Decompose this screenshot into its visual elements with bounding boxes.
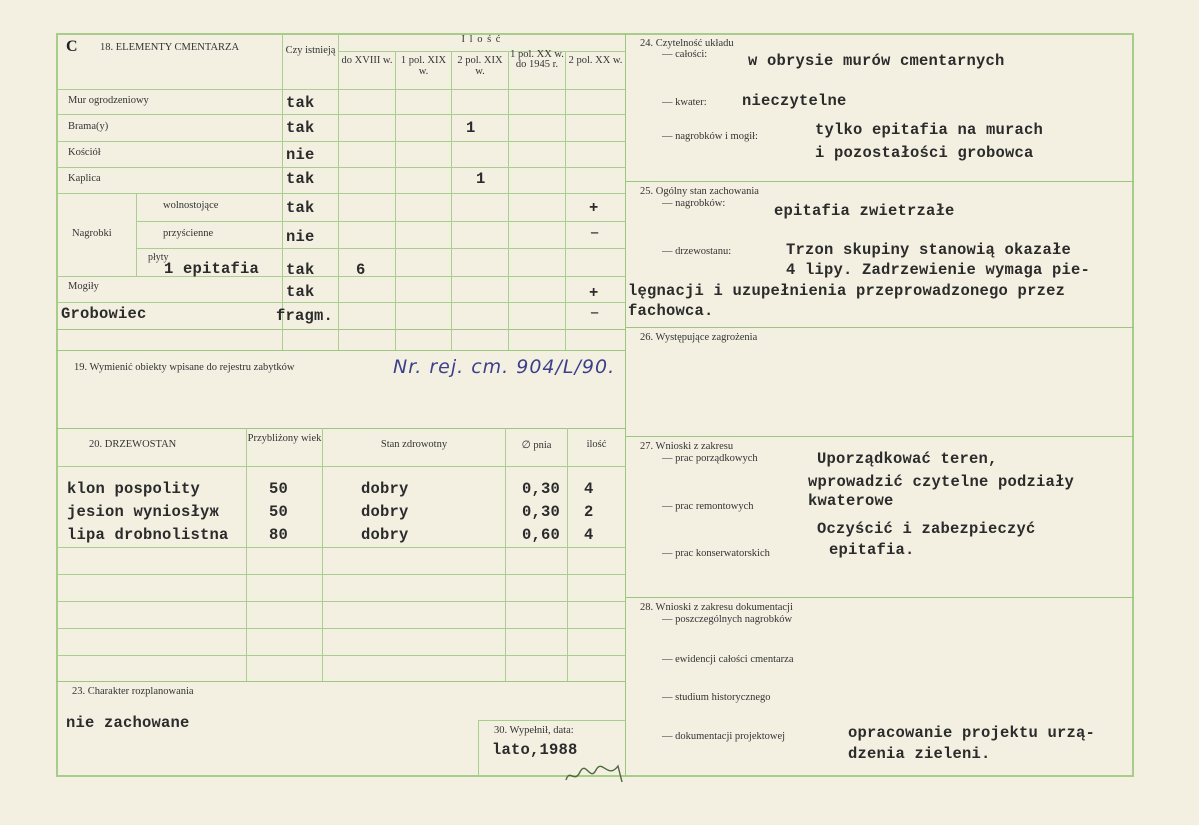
stan-drzew-value: Trzon skupiny stanowią okazałe	[786, 241, 1072, 259]
wnioski-title: 27. Wnioski z zakresu	[640, 441, 734, 452]
wypelnil-value: lato,1988	[492, 741, 578, 759]
col-2pol-xix: 2 pol. XIX w.	[457, 55, 503, 77]
grobowiec-label: Grobowiec	[61, 305, 147, 323]
wypelnil-label: 30. Wypełnił, data:	[494, 725, 574, 736]
stan-nagrobkow-label: — nagrobków:	[662, 198, 726, 209]
calosci-label: — całości:	[662, 49, 708, 60]
remontowe-label: — prac remontowych	[662, 501, 754, 512]
nagrobkow-value: i pozostałości grobowca	[815, 144, 1034, 162]
col-ilosc-drzew: ilość	[586, 439, 607, 450]
kwater-value: nieczytelne	[742, 92, 847, 110]
porzadkowe-label: — prac porządkowych	[662, 453, 758, 464]
calosci-value: w obrysie murów cmentarnych	[748, 52, 1005, 70]
kwater-label: — kwater:	[662, 97, 707, 108]
tree-stan: dobry	[361, 526, 409, 544]
row-label: Brama(y)	[68, 121, 109, 132]
nagrobki-sub: wolnostojące	[163, 200, 219, 211]
col-do-xviii: do XVIII w.	[341, 55, 393, 66]
row-label: Kaplica	[68, 173, 101, 184]
rejestr-label: 19. Wymienić obiekty wpisane do rejestru zabytków	[74, 362, 295, 373]
konserwatorskie-label: — prac konserwatorskich	[662, 548, 770, 559]
rejestr-handwritten: Nr. rej. cm. 904/L/90.	[393, 356, 616, 378]
nagrobki-sub: płyty	[148, 252, 169, 263]
col-czy-istnieja: Czy istnieją	[285, 45, 336, 56]
nagrobki-last: —	[591, 226, 599, 240]
dokumentacja-item: — poszczególnych nagrobków	[662, 614, 793, 625]
remontowe-value: kwaterowe	[808, 492, 894, 510]
rozplanowanie-label: 23. Charakter rozplanowania	[72, 686, 194, 697]
col-1pol-xix: 1 pol. XIX w.	[400, 55, 447, 77]
tree-stan: dobry	[361, 503, 409, 521]
tree-name: jesion wyniosłyж	[67, 503, 220, 521]
tree-name: lipa drobnolistna	[67, 526, 229, 544]
tree-wiek: 50	[269, 503, 289, 521]
nagrobki-sub: przyścienne	[163, 228, 214, 239]
stan-drzew-value: 4 lipy. Zadrzewienie wymaga pie-	[786, 261, 1091, 279]
tree-wiek: 50	[269, 480, 289, 498]
konserwatorskie-value: Oczyścić i zabezpieczyć	[817, 520, 1036, 538]
drzewostan-title: 20. DRZEWOSTAN	[89, 439, 177, 450]
col-1pol-xx: 1 pol. XX w. do 1945 r.	[510, 49, 564, 70]
nagrobki-czy: nie	[286, 228, 315, 246]
col-stan: Stan zdrowotny	[380, 439, 448, 450]
mogily-label: Mogiły	[68, 281, 99, 292]
section-letter: C	[66, 38, 78, 55]
center-divider	[625, 33, 626, 777]
row-label: Mur ogrodzeniowy	[68, 95, 149, 106]
czytelnosc-title: 24. Czytelność układu	[640, 38, 734, 49]
row-label: Kościół	[68, 147, 101, 158]
zagrozenia-title: 26. Występujące zagrożenia	[640, 332, 758, 343]
porzadkowe-value: Uporządkować teren,	[817, 450, 998, 468]
nagrobkow-label: — nagrobków i mogił:	[662, 131, 758, 142]
dokumentacja-value: dzenia zieleni.	[848, 745, 991, 763]
mogily-czy: tak	[286, 283, 315, 301]
col-2pol-xx: 2 pol. XX w.	[568, 55, 623, 66]
stan-drzew-label: — drzewostanu:	[662, 246, 732, 257]
porzadkowe-value: wprowadzić czytelne podziały	[808, 473, 1075, 491]
grobowiec-last: —	[591, 306, 599, 320]
tree-ilosc: 2	[584, 503, 594, 521]
tree-pnia: 0,30	[522, 480, 561, 498]
row-czy: tak	[286, 94, 315, 112]
nagrobki-label: Nagrobki	[72, 228, 112, 239]
dokumentacja-item: — ewidencji całości cmentarza	[662, 654, 794, 665]
stan-title: 25. Ogólny stan zachowania	[640, 186, 759, 197]
tree-pnia: 0,30	[522, 503, 561, 521]
stan-drzew-value: fachowca.	[628, 302, 714, 320]
col-ilosc: I l o ś ć	[461, 34, 502, 45]
mogily-last: +	[589, 284, 599, 302]
tree-ilosc: 4	[584, 480, 594, 498]
signature-mark	[560, 758, 630, 788]
tree-ilosc: 4	[584, 526, 594, 544]
stan-nagrobkow-value: epitafia zwietrzałe	[774, 202, 955, 220]
tree-wiek: 80	[269, 526, 289, 544]
nagrobki-last: +	[589, 199, 599, 217]
dokumentacja-value: opracowanie projektu urzą-	[848, 724, 1096, 742]
col-pnia: ∅ pnia	[521, 440, 552, 451]
dokumentacja-item: — studium historycznego	[662, 692, 771, 703]
row-czy: tak	[286, 170, 315, 188]
elementy-title: 18. ELEMENTY CMENTARZA	[100, 42, 240, 53]
tree-pnia: 0,60	[522, 526, 561, 544]
nagrobki-extra: 1 epitafia	[164, 260, 260, 278]
tree-stan: dobry	[361, 480, 409, 498]
stan-drzew-value: lęgnacji i uzupełnienia przeprowadzonego przez	[628, 282, 1066, 300]
col-wiek: Przybliżony wiek	[247, 433, 322, 444]
nagrobkow-value: tylko epitafia na murach	[815, 121, 1044, 139]
grobowiec-czy: fragm.	[276, 307, 334, 325]
row-czy: nie	[286, 146, 315, 164]
konserwatorskie-value: epitafia.	[829, 541, 915, 559]
nagrobki-do-xviii: 6	[356, 261, 366, 279]
dokumentacja-item: — dokumentacji projektowej	[662, 731, 786, 742]
tree-name: klon pospolity	[67, 480, 201, 498]
nagrobki-czy: tak	[286, 261, 315, 279]
row-value: 1	[466, 119, 476, 137]
row-czy: tak	[286, 119, 315, 137]
rozplanowanie-value: nie zachowane	[66, 714, 190, 732]
row-value: 1	[476, 170, 486, 188]
nagrobki-czy: tak	[286, 199, 315, 217]
dokumentacja-title: 28. Wnioski z zakresu dokumentacji	[640, 602, 793, 613]
